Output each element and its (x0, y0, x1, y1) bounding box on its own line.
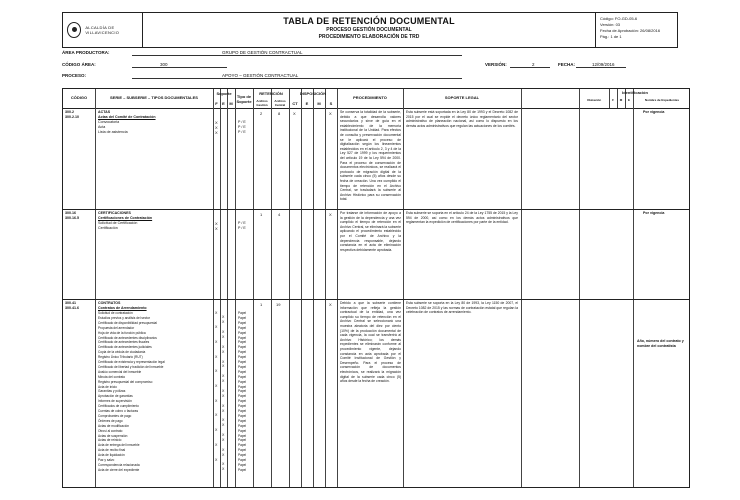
logo (63, 13, 143, 47)
tipo-documental: Solicitud de Certificación (98, 221, 138, 225)
soporte-mark: X (222, 447, 225, 452)
tipo-soporte: Papel (238, 438, 247, 443)
tipo-soporte: Papel (238, 374, 247, 379)
tipo-soporte: Papel (238, 311, 247, 315)
tipo-documental: Acta de recibo final (98, 448, 126, 453)
tipo-soporte: Papel (238, 404, 247, 409)
soporte-mark: X (215, 226, 218, 231)
col-header-procedimiento: PROCEDIMIENTO (353, 95, 387, 100)
disposicion-ct: X (293, 111, 296, 116)
disposicion-s: X (329, 302, 332, 307)
tipo-soporte: P / E (238, 221, 246, 225)
tipo-soporte: P / E (238, 226, 246, 230)
tipo-soporte: Papel (238, 409, 247, 413)
tipo-soporte: Papel (238, 458, 247, 462)
col-header-soporte-legal: SOPORTE LEGAL (444, 95, 480, 100)
row-subserie: Certificaciones de Contratación (98, 216, 153, 220)
soporte-mark: X (222, 315, 225, 320)
soporte-mark: X (215, 384, 218, 388)
soporte-mark: X (222, 437, 225, 442)
tipo-documental: Certificados de cumplimiento (98, 404, 139, 409)
tipo-soporte: Papel (238, 394, 247, 399)
tipo-documental: Órdenes de pago (98, 418, 123, 423)
soporte-mark: X (222, 374, 225, 379)
col-header-disp-s: S (329, 101, 333, 106)
tipo-documental: Garantías y pólizas (98, 389, 126, 394)
tipo-documental: Acta de cierre del expediente (98, 467, 140, 472)
tipo-soporte: Papel (238, 350, 247, 355)
col-header-tipo-soporte: Tipo de Soporte (236, 94, 252, 104)
tipo-soporte: Papel (238, 384, 247, 389)
soporte-mark: X (222, 418, 225, 423)
tipo-documental: Acta (98, 125, 106, 129)
row-nombre-expediente: Por vigencia (643, 110, 665, 114)
tipo-soporte: P / E (238, 120, 246, 124)
tipo-soporte: Papel (238, 467, 247, 472)
col-header-soporte-f: F (215, 101, 218, 106)
soporte-mark: X (222, 379, 225, 384)
col-header-disp-m: M (317, 101, 321, 106)
tipo-documental: Certificado de antecedentes judiciales (98, 345, 152, 350)
tipo-soporte: Papel (238, 369, 247, 374)
date-value: 12/09/2016 (592, 62, 615, 67)
row-serie: ACTAS (98, 110, 111, 114)
tipo-soporte: Papel (238, 389, 247, 394)
tipo-documental: Solicitud de contratación (98, 311, 133, 315)
tipo-documental: Correspondencia relacionada (98, 462, 140, 467)
tipo-documental: Actas de reinicio (98, 438, 122, 443)
col-header-id-m: M (619, 98, 623, 102)
col-header-archivo-central: Archivo Central (274, 99, 286, 107)
soporte-mark: X (215, 130, 218, 135)
soporte-mark: X (215, 398, 218, 403)
retention-table (62, 88, 690, 488)
soporte-mark: X (222, 330, 225, 335)
row-nombre-expediente: Año, número del contrato y nombre del contratista (637, 339, 684, 349)
logo-text: ALCALDÍA DE VILLAVICENCIO (85, 25, 120, 35)
tipo-soporte: Papel (238, 325, 247, 330)
soporte-mark: X (215, 457, 218, 462)
retencion-ag: 1 (260, 302, 263, 307)
col-header-ubicacion: Ubicación (586, 98, 602, 102)
soporte-mark: X (215, 413, 218, 418)
col-header-disp-ct: CT (292, 101, 298, 106)
tipo-documental: Aprobación de garantías (98, 394, 133, 399)
meta-code: Código: FO-GD-05-6 (600, 16, 638, 21)
tipo-soporte: Papel (238, 413, 247, 418)
soporte-mark: X (215, 339, 218, 344)
retencion-ac: 4 (278, 212, 281, 217)
col-header-codigo: CÓDIGO (70, 95, 88, 100)
tipo-soporte: Papel (238, 443, 247, 448)
col-header-id-e: E (627, 98, 630, 102)
procedure-name: PROCEDIMIENTO ELABORACIÓN DE TRD (318, 34, 420, 40)
tipo-soporte: P / E (238, 125, 246, 129)
soporte-mark: X (222, 388, 225, 393)
document-header (62, 12, 678, 48)
tipo-documental: Informes de supervisión (98, 399, 132, 404)
tipo-documental: Otrosí al contrato (98, 428, 123, 433)
soporte-mark: X (215, 325, 218, 330)
disposicion-s: X (329, 111, 332, 116)
tipo-documental: Minuta del contrato (98, 374, 126, 379)
row-soporte-legal: Esta subserie está soportada en la Ley 80 de 1993 y el Decreto 1082 de 2015 por el cual se expide el decreto único reglamentario del sector administrativo de planeación nacional, así como lo dispuesto en los demás actos administrativos que regulan las actuaciones de los comités. (406, 110, 518, 128)
col-header-id-f: F (612, 98, 614, 102)
soporte-mark: X (222, 344, 225, 349)
soporte-mark: X (215, 125, 218, 130)
seal-icon (67, 22, 81, 38)
col-header-retencion: RETENCIÓN (259, 91, 283, 96)
col-header-disposicion: DISPOSICIÓN (299, 91, 327, 96)
soporte-mark: X (222, 364, 225, 369)
tipo-documental: Acta de entrega del inmueble (98, 443, 140, 448)
soporte-mark: X (222, 433, 225, 437)
tipo-documental: Certificado de libertad y tradición del inmueble (98, 364, 164, 369)
row-nombre-expediente: Por vigencia (643, 211, 665, 215)
tipo-documental: Certificado de disponibilidad presupuestal (98, 320, 158, 325)
row-code: 300.41 300.41.6 (65, 301, 79, 311)
col-header-serie: SERIE – SUBSERIE – TIPOS DOCUMENTALES (110, 95, 198, 100)
process-value: APOYO – GESTIÓN CONTRACTUAL (222, 73, 299, 78)
col-header-identificacion: Identificación (622, 90, 648, 95)
tipo-documental: Copia de la cédula de ciudadanía (98, 350, 146, 355)
col-header-soporte-e: E (222, 101, 225, 106)
row-procedimiento: Por tratarse de información de apoyo a la gestión de la dependencia y una vez cumplido el tiempo de retención en el Archivo Central, se eliminará la subserie aplicando el procedimiento establecido por el Comité de Archivo y la dependencia responsable, dejando constancia en el acta de eliminación respectiva debidamente aprobada. (340, 211, 401, 252)
col-header-nombre-expedientes: Nombre de Expedientes (644, 98, 680, 102)
meta-version: Versión: 03 (600, 22, 621, 27)
tipo-soporte: Papel (238, 320, 247, 325)
soporte-mark: X (215, 428, 218, 433)
tipo-documental: Registro Único Tributario (RUT) (98, 355, 143, 360)
tipo-documental: Certificado de existencia y representación legal (98, 360, 165, 364)
row-serie: CONTRATOS (98, 301, 121, 305)
process-label: PROCESO: (62, 73, 87, 78)
col-header-soporte-m: M (229, 101, 233, 106)
tipo-documental: Certificado de antecedentes disciplinarios (98, 335, 157, 340)
retencion-ac: 8 (278, 111, 281, 116)
row-procedimiento: Se conserva la totalidad de la subserie, debido a que desarrolla valores secundarios y sirve de guía en el establecimiento de la memoria institucional de la Unidad. Para efectos de consulta y preservación documental se le aplicará el proceso de digitalización según los lineamientos establecidos en el artículo 2, 3 y 4 de la Ley 527 de 1999 y los requerimientos del artículo 19 de la Ley 594 de 2000. Para el proceso de conservación de documentos electrónicos, se realizará el protocolo de migración digital de la subserie cada cinco (5) años desde su fecha de creación. Una vez cumplido el tiempo de retención en el Archivo Central, se trasladará la subserie al Archivo Histórico para su conservación total. (340, 110, 401, 202)
tipo-documental: Paz y salvo (98, 458, 115, 462)
soporte-mark: X (215, 369, 218, 374)
version-label: VERSIÓN: (485, 62, 507, 67)
tipo-soporte: Papel (238, 462, 247, 467)
document-meta (595, 13, 677, 47)
tipo-soporte: Papel (238, 399, 247, 404)
tipo-documental: Propuesta del arrendador (98, 325, 135, 330)
tipo-soporte: Papel (238, 330, 247, 335)
tipo-documental: Convocatoria (98, 120, 120, 124)
tipo-documental: Lista de asistencia (98, 130, 128, 134)
tipo-soporte: Papel (238, 335, 247, 340)
tipo-soporte: Papel (238, 428, 247, 433)
tipo-documental: Comprobantes de pago (98, 413, 132, 418)
soporte-mark: X (215, 120, 218, 125)
soporte-mark: X (215, 221, 218, 226)
tipo-documental: Certificado de antecedentes fiscales (98, 340, 150, 345)
row-subserie: Contratos de Arrendamiento (98, 306, 147, 310)
retencion-ac: 19 (276, 302, 281, 307)
tipo-documental: Acta de liquidación (98, 453, 125, 458)
tipo-soporte: Papel (238, 379, 247, 384)
row-code: 300.2 300.2.10 (65, 110, 79, 120)
date-label: FECHA: (558, 62, 575, 67)
col-header-archivo-gestion: Archivo Gestión (256, 99, 268, 107)
soporte-mark: X (222, 408, 225, 413)
soporte-mark: X (222, 349, 225, 354)
tipo-documental: Actas de modificación (98, 423, 130, 428)
meta-page: Pág.: 1 de 1 (600, 34, 622, 39)
entity-value: GRUPO DE GESTIÓN CONTRACTUAL (222, 50, 303, 55)
meta-approval-date: Fecha de Aprobación: 26/08/2016 (600, 28, 661, 33)
tipo-soporte: Papel (238, 418, 247, 423)
tipo-soporte: Papel (238, 423, 247, 428)
tipo-documental: Acta de inicio (98, 384, 117, 389)
tipo-soporte: Papel (238, 453, 247, 458)
tipo-documental: Cuentas de cobro o facturas (98, 409, 139, 413)
soporte-mark: X (222, 423, 225, 428)
tipo-documental: Hoja de vida de la función pública (98, 330, 146, 335)
soporte-mark: X (222, 462, 225, 467)
tipo-soporte: P / E (238, 130, 246, 134)
tipo-soporte: Papel (238, 364, 247, 369)
tipo-soporte: Papel (238, 340, 247, 345)
soporte-mark: X (222, 403, 225, 408)
area-code-value: 300 (160, 62, 168, 67)
soporte-mark: X (215, 310, 218, 315)
row-subserie: Actas del Comité de Contratación (98, 115, 156, 119)
soporte-mark: X (222, 452, 225, 457)
col-header-disp-e: E (305, 101, 309, 106)
entity-label: ÁREA PRODUCTORA: (62, 50, 110, 55)
row-soporte-legal: Esta subserie se soporta en la Ley 80 de 1993, la Ley 1150 de 2007, el Decreto 1082 de 2015 y las normas de contratación estatal que regulan la celebración de contratos de arrendamiento. (406, 301, 518, 315)
disposicion-s: X (329, 212, 332, 217)
tipo-soporte: Papel (238, 355, 247, 360)
tipo-documental: Avalúo comercial del inmueble (98, 369, 142, 374)
soporte-mark: X (222, 359, 225, 364)
row-soporte-legal: Esta subserie se soporta en el artículo 24 de la Ley 1755 de 2015 y la Ley 594 de 2000, así como en los demás actos administrativos que reglamentan la expedición de certificaciones por parte de la entidad. (406, 211, 518, 225)
area-code-label: CÓDIGO ÁREA: (62, 62, 96, 67)
tipo-documental: Certificación (98, 226, 118, 230)
retencion-ag: 1 (260, 212, 263, 217)
version-value: 2 (532, 62, 535, 67)
col-header-soporte: Soporte (216, 91, 232, 96)
tipo-soporte: Papel (238, 345, 247, 350)
soporte-mark: X (222, 335, 225, 339)
tipo-soporte: Papel (238, 448, 247, 453)
tipo-documental: Actas de suspensión (98, 433, 128, 438)
soporte-mark: X (222, 467, 225, 472)
tipo-documental: Registro presupuestal del compromiso (98, 379, 153, 384)
row-procedimiento: Debido a que la subserie contiene información que refleja la gestión contractual de la entidad, una vez cumplido su tiempo de retención en el Archivo Central se seleccionará una muestra aleatoria del diez por ciento (10%) de la producción documental de cada vigencia, la cual se transferirá al Archivo Histórico; los demás expedientes se eliminarán conforme al procedimiento vigente, dejando constancia en acta aprobada por el Comité Institucional de Gestión y Desempeño. Para el proceso de conservación de documentos electrónicos, se realizará la migración digital de la subserie cada cinco (5) años desde la fecha de creación. (340, 301, 401, 384)
tipo-documental: Estudios previos y análisis del sector (98, 315, 151, 320)
tipo-soporte: Papel (238, 433, 247, 438)
retencion-ag: 2 (260, 111, 263, 116)
tipo-soporte: Papel (238, 315, 247, 320)
soporte-mark: X (222, 393, 225, 398)
soporte-mark: X (215, 354, 218, 359)
process-name: PROCESO GESTIÓN DOCUMENTAL (326, 27, 412, 33)
document-title: TABLA DE RETENCIÓN DOCUMENTAL (283, 16, 455, 26)
soporte-mark: X (222, 320, 225, 325)
row-code: 300.16 300.16.5 (65, 211, 79, 221)
row-serie: CERTIFICACIONES (98, 211, 131, 215)
soporte-mark: X (215, 442, 218, 447)
tipo-soporte: Papel (238, 360, 247, 364)
